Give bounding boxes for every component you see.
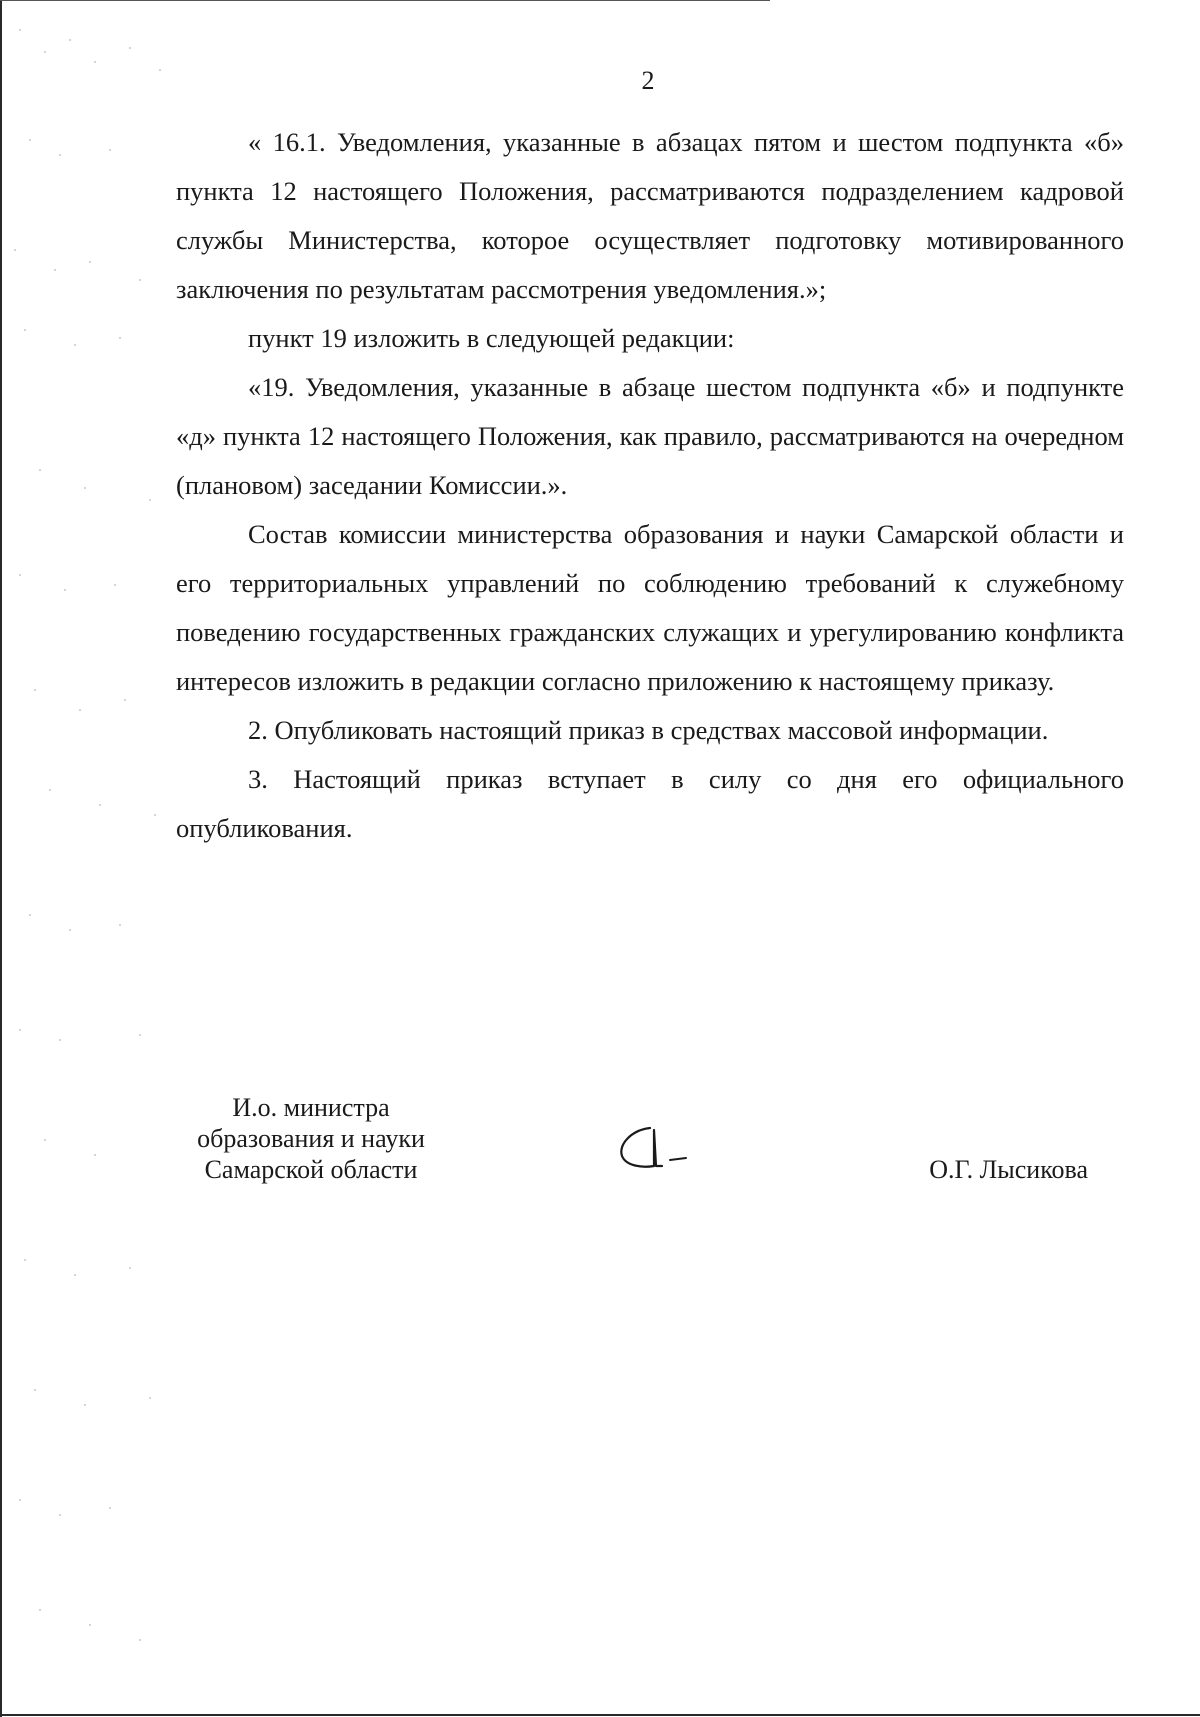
paragraph-16-1: « 16.1. Уведомления, указанные в абзацах пятом и шестом подпункта «б» пункта 12 настоящего Положения, рассматриваются подразделением кадровой службы Министерства, которое осуществляет подготовку мотивированного заключения по результатам рассмотрения уведомления.»; xyxy=(176,127,1124,304)
signatory-title-line: Самарской области xyxy=(204,1155,418,1184)
document-body xyxy=(176,118,1124,853)
signatory-title-line: образования и науки xyxy=(197,1124,425,1153)
signatory-title-line: И.о. министра xyxy=(232,1093,390,1122)
signatory-title xyxy=(176,1092,446,1185)
handwritten-signature-icon xyxy=(612,1122,712,1182)
paragraph-19: «19. Уведомления, указанные в абзаце шестом подпункта «б» и подпункте «д» пункта 12 настоящего Положения, как правило, рассматриваются на очередном (плановом) заседании Комиссии.». xyxy=(176,372,1124,500)
paragraph-item-2: 2. Опубликовать настоящий приказ в средствах массовой информации. xyxy=(248,715,1049,745)
paragraph-point-19-intro: пункт 19 изложить в следующей редакции: xyxy=(248,323,735,353)
signatory-name: О.Г. Лысикова xyxy=(929,1155,1088,1184)
page-number: 2 xyxy=(641,66,655,95)
paragraph-item-3: 3. Настоящий приказ вступает в силу со дня его официального опубликования. xyxy=(176,764,1124,843)
paragraph-commission-composition: Состав комиссии министерства образования и науки Самарской области и его территориальных управлений по соблюдению требований к служебному поведению государственных гражданских служащих и урегулированию конфликта интересов изложить в редакции согласно приложению к настоящему приказу. xyxy=(176,519,1124,696)
signature-block xyxy=(176,1092,1124,1202)
